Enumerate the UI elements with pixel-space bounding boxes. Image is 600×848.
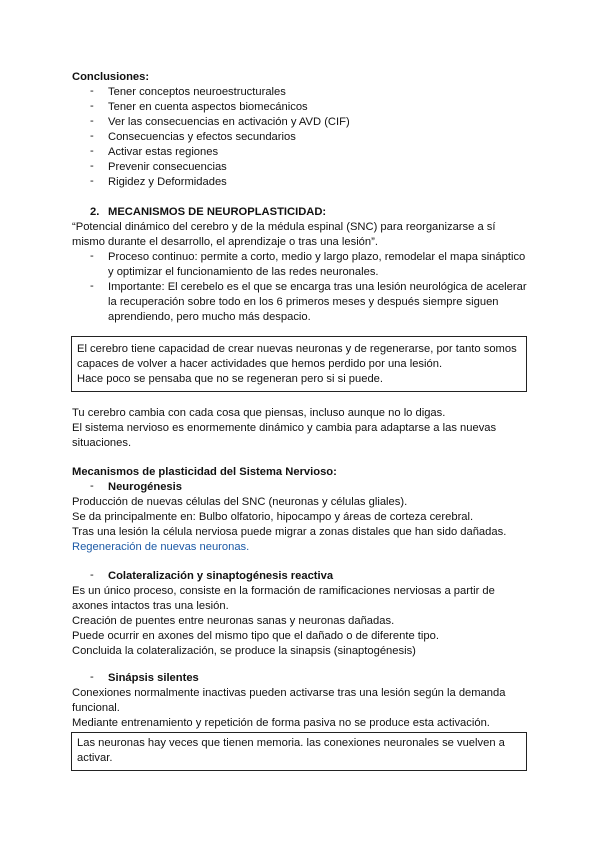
section-number: 2. [90,206,100,218]
box-line: Las neuronas hay veces que tienen memoria. las conexiones neuronales se vuelven a [77,737,505,749]
neurogenesis-heading: Neurogénesis [108,481,182,493]
definition-quote-line: mismo durante el desarrollo, el aprendizaje o tras una lesión”. [72,236,378,248]
paragraph-line: Es un único proceso, consiste en la formación de ramificaciones nerviosas a partir de [72,585,495,597]
box-line: capaces de volver a hacer actividades que hemos perdido por una lesión. [77,358,443,370]
paragraph-line: situaciones. [72,437,132,449]
list-bullet: - [90,145,94,157]
definition-quote-line: “Potencial dinámico del cerebro y de la médula espinal (SNC) para reorganizarse a sí [72,221,496,233]
silent-synapses-heading: Sinápsis silentes [108,672,199,684]
highlight-box [71,336,527,392]
paragraph-line: Se da principalmente en: Bulbo olfatorio, hipocampo y áreas de corteza cerebral. [72,511,474,523]
mechanisms-title: Mecanismos de plasticidad del Sistema Nervioso: [72,466,337,478]
bullet-line: Proceso continuo: permite a corto, medio y largo plazo, remodelar el mapa sináptico [108,251,526,263]
list-bullet: - [90,569,94,581]
paragraph-line: Concluida la colateralización, se produce la sinapsis (sinaptogénesis) [72,645,416,657]
box-line: Hace poco se pensaba que no se regeneran pero si si puede. [77,373,384,385]
list-item: Tener conceptos neuroestructurales [108,86,286,98]
list-bullet: - [90,100,94,112]
colateralization-heading: Colateralización y sinaptogénesis reactiva [108,570,334,582]
list-bullet: - [90,160,94,172]
paragraph-line: Tras una lesión la célula nerviosa puede migrar a zonas distales que han sido dañadas. [72,526,507,538]
conclusions-title: Conclusiones: [72,71,150,83]
bullet-line: la recuperación sobre todo en los 6 primeros meses y después siempre siguen [108,296,499,308]
bullet-line: Importante: El cerebelo es el que se encarga tras una lesión neurológica de acelerar [108,281,527,293]
list-item: Rigidez y Deformidades [108,176,227,188]
section-title: MECANISMOS DE NEUROPLASTICIDAD: [108,206,327,218]
list-item: Ver las consecuencias en activación y AVD (CIF) [108,116,350,128]
list-bullet: - [90,130,94,142]
list-bullet: - [90,115,94,127]
paragraph-line: funcional. [72,702,120,714]
list-bullet: - [90,85,94,97]
paragraph-line: axones intactos tras una lesión. [72,600,229,612]
paragraph-line: Conexiones normalmente inactivas pueden activarse tras una lesión según la demanda [72,687,506,699]
list-bullet: - [90,280,94,292]
list-item: Prevenir consecuencias [108,161,227,173]
list-item: Activar estas regiones [108,146,219,158]
bullet-line: y optimizar el funcionamiento de las redes neuronales. [108,266,379,278]
box-line: activar. [77,752,113,764]
paragraph-line: Producción de nuevas células del SNC (neuronas y células gliales). [72,496,408,508]
list-bullet: - [90,250,94,262]
paragraph-line: Creación de puentes entre neuronas sanas y neuronas dañadas. [72,615,395,627]
paragraph-line: Tu cerebro cambia con cada cosa que piensas, incluso aunque no lo digas. [72,407,446,419]
list-bullet: - [90,480,94,492]
list-item: Consecuencias y efectos secundarios [108,131,296,143]
list-bullet: - [90,671,94,683]
paragraph-line: Puede ocurrir en axones del mismo tipo que el dañado o de diferente tipo. [72,630,439,642]
highlight-box [71,732,527,771]
regeneration-link[interactable]: Regeneración de nuevas neuronas. [72,541,250,553]
paragraph-line: Mediante entrenamiento y repetición de forma pasiva no se produce esta activación. [72,717,490,729]
paragraph-line: El sistema nervioso es enormemente dinámico y cambia para adaptarse a las nuevas [72,422,497,434]
bullet-line: aprendiendo, pero mucho más despacio. [108,311,311,323]
box-line: El cerebro tiene capacidad de crear nuevas neuronas y de regenerarse, por tanto somos [77,343,517,355]
list-bullet: - [90,175,94,187]
list-item: Tener en cuenta aspectos biomecánicos [108,101,308,113]
